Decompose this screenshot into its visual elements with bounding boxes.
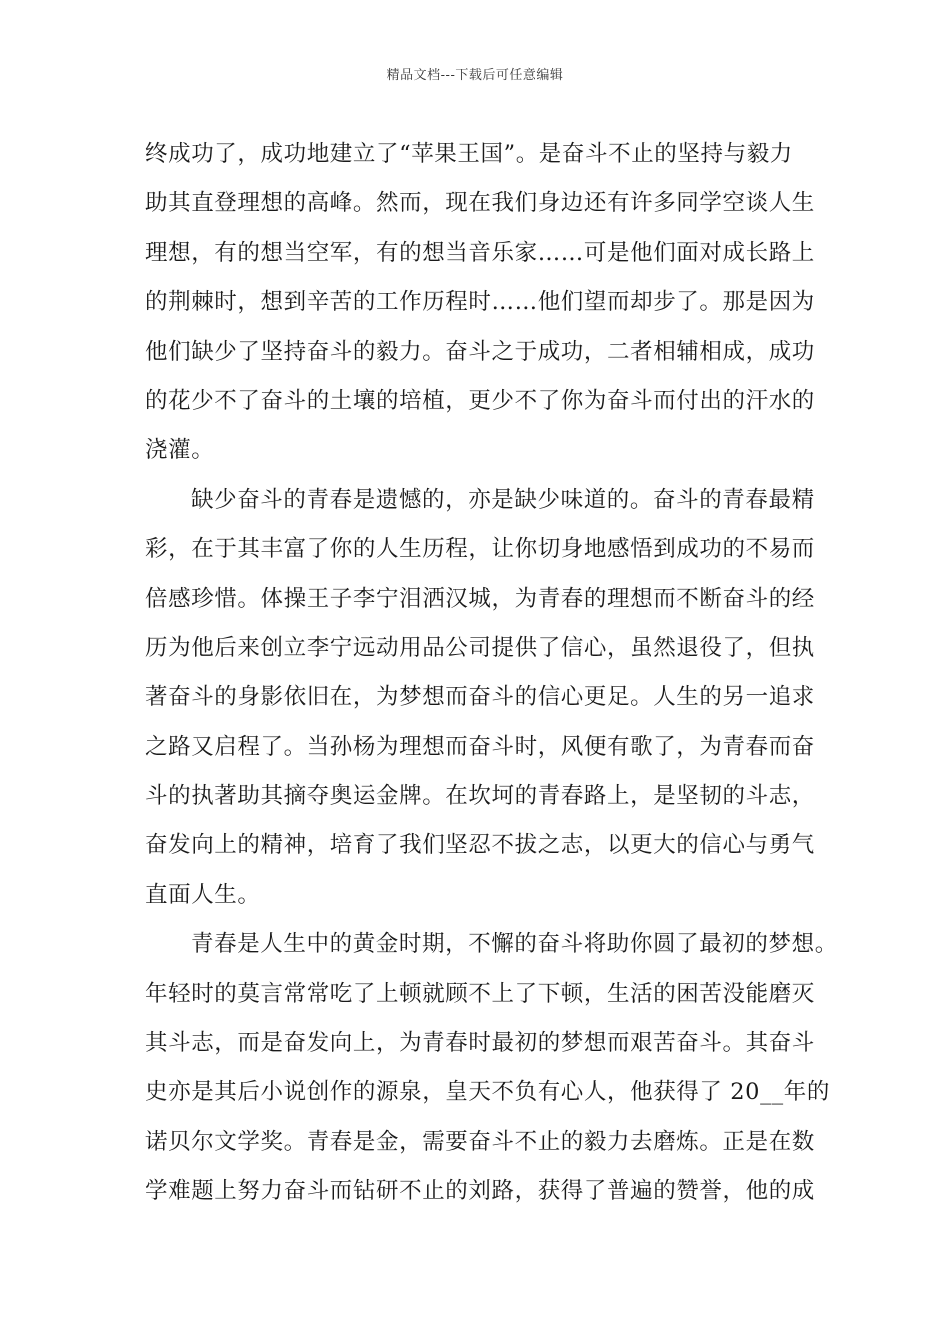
text-line: 浇灌。 [145,437,215,464]
text-line: 斗的执著助其摘夺奥运金牌。在坎坷的青春路上，是坚韧的斗志， [145,783,815,810]
page-header: 精品文档---下载后可任意编辑 [386,68,564,83]
document-body [145,130,838,1217]
text-line: 缺少奋斗的青春是遗憾的，亦是缺少味道的。奋斗的青春最精 [191,486,815,513]
text-line: 诺贝尔文学奖。青春是金，需要奋斗不止的毅力去磨炼。正是在数 [145,1128,815,1155]
paragraph-3 [145,920,838,1216]
text-line: 的花少不了奋斗的土壤的培植，更少不了你为奋斗而付出的汗水的 [145,387,815,414]
text-line: 年轻时的莫言常常吃了上顿就顾不上了下顿，生活的困苦没能磨灭 [145,980,815,1007]
text-line: 之路又启程了。当孙杨为理想而奋斗时，风便有歌了，为青春而奋 [145,733,815,760]
text-line: 其斗志，而是奋发向上，为青春时最初的梦想而艰苦奋斗。其奋斗 [145,1030,815,1057]
text-line: 的荆棘时，想到辛苦的工作历程时……他们望而却步了。那是因为 [145,289,815,316]
text-line: 他们缺少了坚持奋斗的毅力。奋斗之于成功，二者相辅相成，成功 [145,338,815,365]
text-line: 助其直登理想的高峰。然而，现在我们身边还有许多同学空谈人生 [145,190,815,217]
text-line: 终成功了，成功地建立了“苹果王国”。是奋斗不止的坚持与毅力 [145,141,793,167]
paragraph-1 [145,130,825,476]
text-line: 著奋斗的身影依旧在，为梦想而奋斗的信心更足。人生的另一追求 [145,684,815,711]
text-line: 学难题上努力奋斗而钻研不止的刘路，获得了普遍的赞誉，他的成 [145,1178,815,1205]
text-line: 史亦是其后小说创作的源泉，皇天不负有心人，他获得了 20__年的 [145,1079,830,1106]
paragraph-2 [145,476,825,921]
text-line: 奋发向上的精神，培育了我们坚忍不拔之志，以更大的信心与勇气 [145,832,815,859]
text-line: 历为他后来创立李宁远动用品公司提供了信心，虽然退役了，但执 [145,634,815,661]
text-line: 彩，在于其丰富了你的人生历程，让你切身地感悟到成功的不易而 [145,536,815,563]
text-line: 倍感珍惜。体操王子李宁泪洒汉城，为青春的理想而不断奋斗的经 [145,585,815,612]
text-line: 直面人生。 [145,881,261,908]
text-line: 青春是人生中的黄金时期，不懈的奋斗将助你圆了最初的梦想。 [191,931,838,958]
text-line: 理想，有的想当空军，有的想当音乐家……可是他们面对成长路上 [145,239,815,266]
